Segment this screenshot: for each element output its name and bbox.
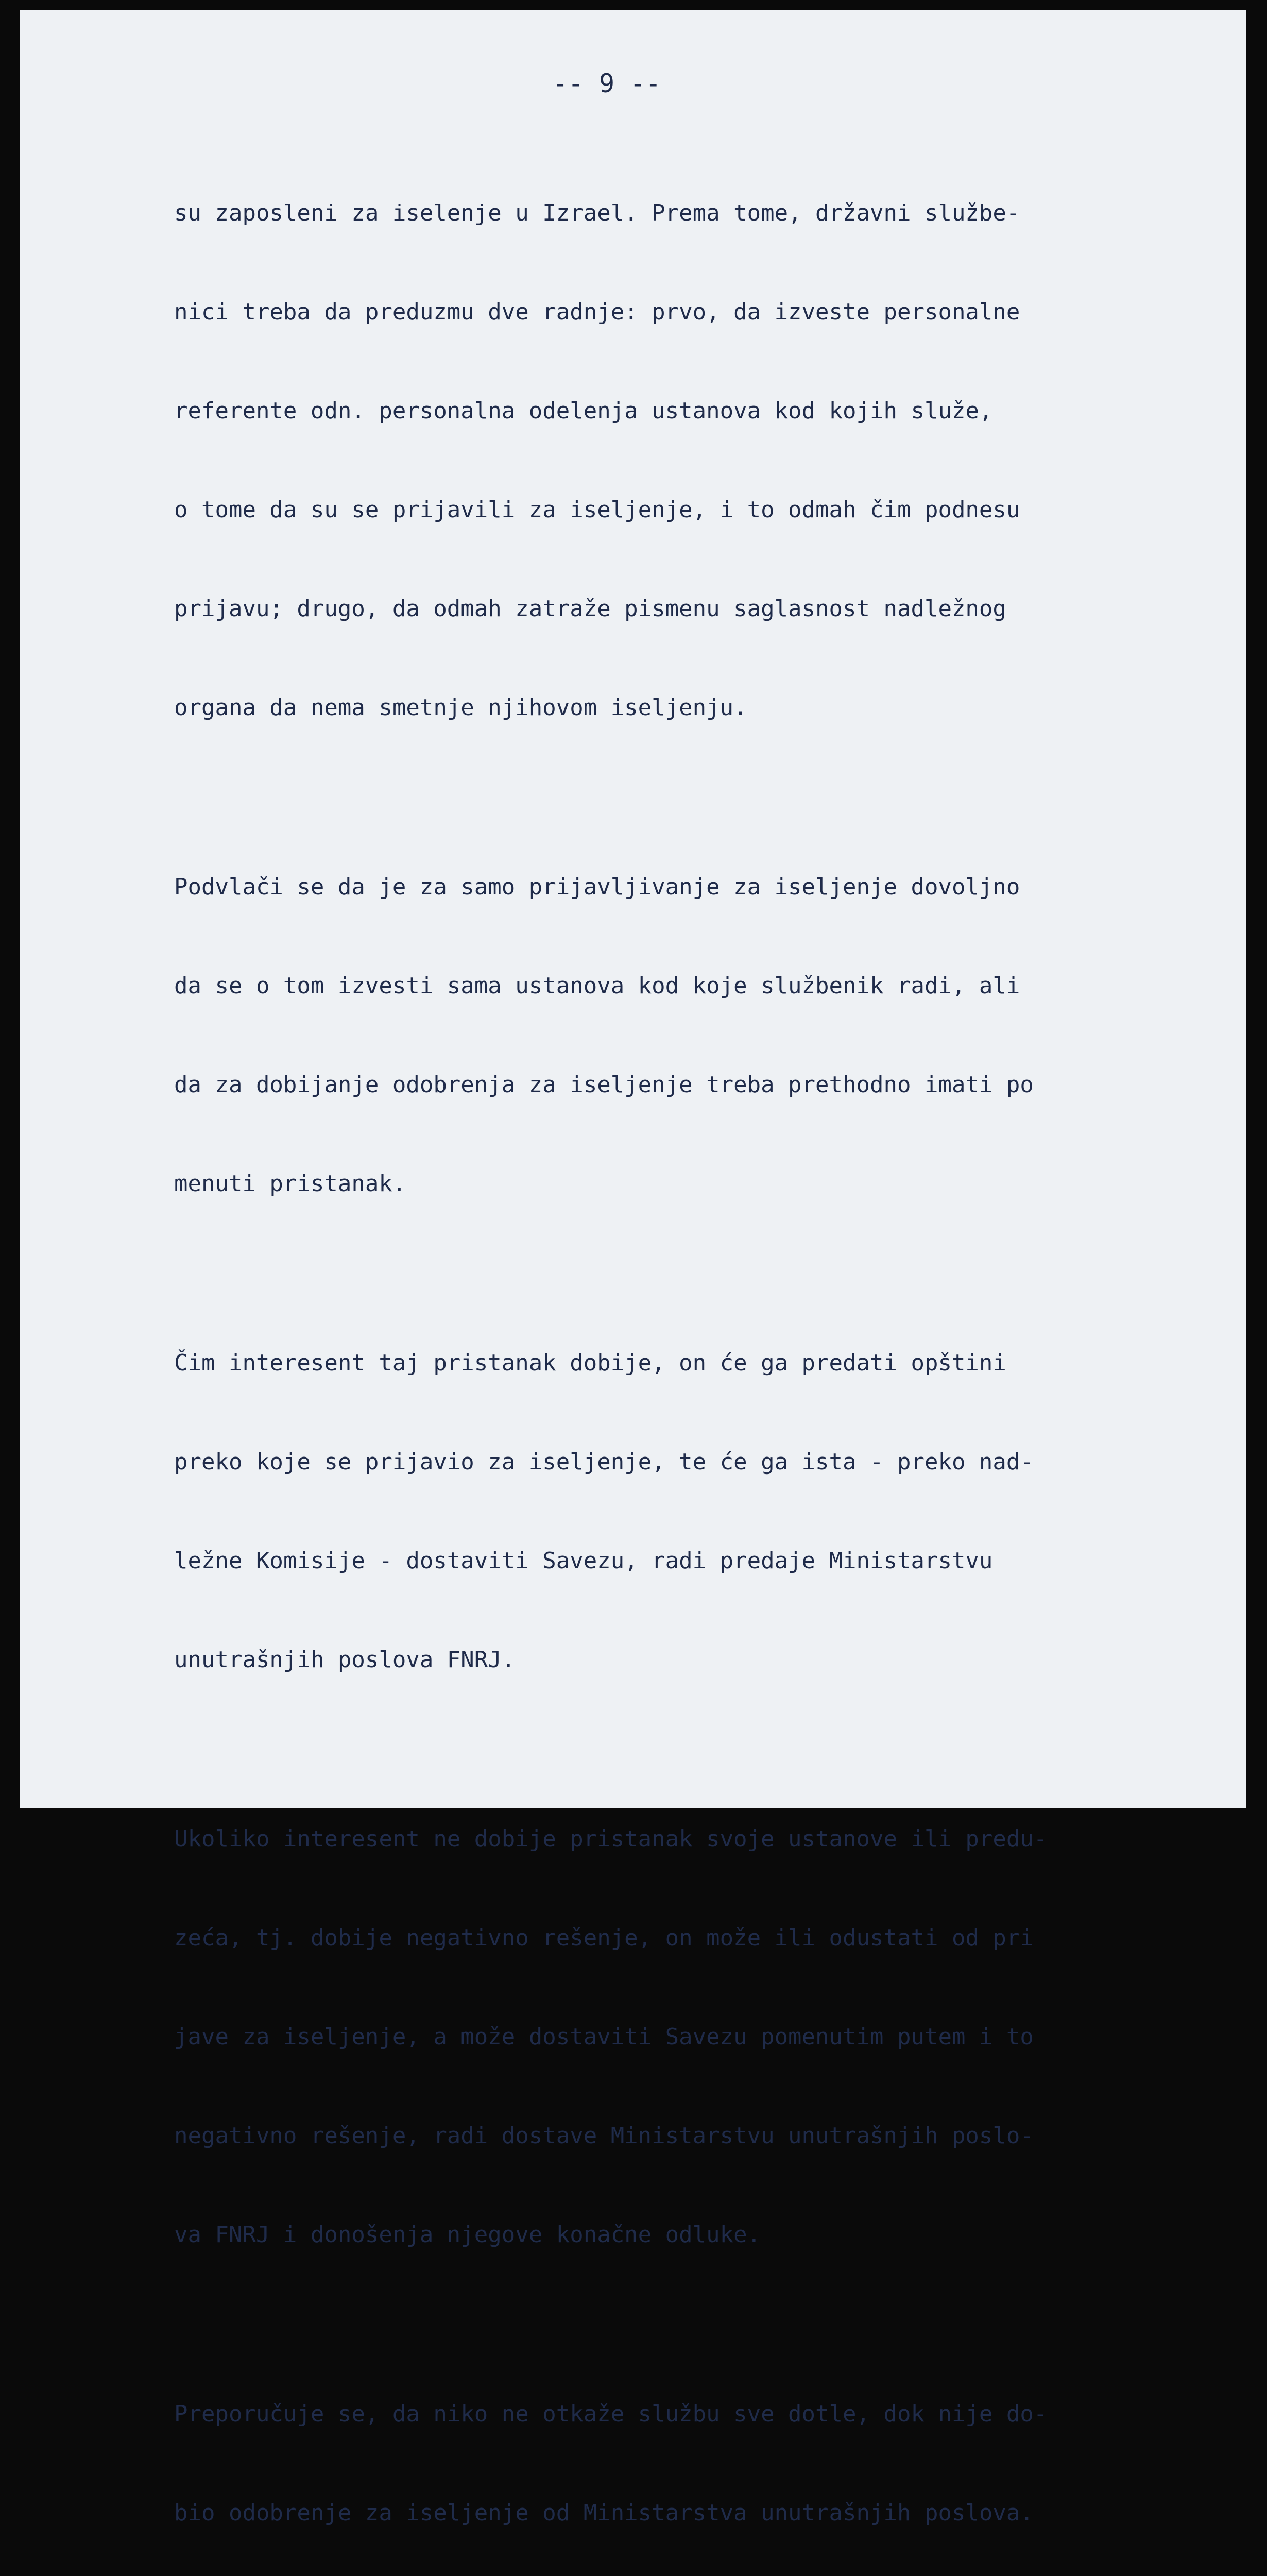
text-line: menuti pristanak. — [174, 1171, 406, 1197]
text-line: bio odobrenje za iseljenje od Ministarstva unutrašnjih poslova. — [174, 2500, 1034, 2526]
page-number: -- 9 -- — [552, 69, 661, 98]
text-line: zeća, tj. dobije negativno rešenje, on može ili odustati od pri — [174, 1925, 1034, 1951]
text-line: Preporučuje se, da niko ne otkaže službu sve dotle, dok nije do- — [174, 2401, 1048, 2427]
text-line: Čim interesent taj pristanak dobije, on će ga predati opštini — [174, 1350, 1006, 1376]
text-line: Ukoliko interesent ne dobije pristanak svoje ustanove ili predu- — [174, 1826, 1048, 1852]
paragraph-emphasis — [174, 805, 1235, 1266]
paragraph-recommendation — [174, 2332, 1235, 2576]
text-line: jave za iseljenje, a može dostaviti Savezu pomenutim putem i to — [174, 2024, 1034, 2050]
paragraph-employees — [174, 131, 1235, 790]
document-page — [20, 10, 1246, 2526]
text-line: preko koje se prijavio za iseljenje, te će ga ista - preko nad- — [174, 1449, 1034, 1475]
text-line: va FNRJ i donošenja njegove konačne odluke. — [174, 2222, 761, 2248]
paragraph-negative-decision — [174, 1757, 1235, 2317]
text-line: referente odn. personalna odelenja ustanova kod kojih služe, — [174, 398, 993, 424]
text-line: nici treba da preduzmu dve radnje: prvo, da izveste personalne — [174, 299, 1020, 325]
text-line: Podvlači se da je za samo prijavljivanje za iseljenje dovoljno — [174, 874, 1020, 900]
text-line: da za dobijanje odobrenja za iseljenje treba prethodno imati po — [174, 1072, 1034, 1098]
text-line: ležne Komisije - dostaviti Savezu, radi predaje Ministarstvu — [174, 1548, 993, 1574]
text-line: da se o tom izvesti sama ustanova kod koje službenik radi, ali — [174, 973, 1020, 999]
document-body — [174, 67, 1235, 2576]
text-line: o tome da su se prijavili za iseljenje, i to odmah čim podnesu — [174, 497, 1020, 523]
text-line: prijavu; drugo, da odmah zatraže pismenu saglasnost nadležnog — [174, 596, 1006, 622]
paragraph-consent — [174, 1281, 1235, 1742]
text-line: su zaposleni za iselenje u Izrael. Prema tome, državni službe- — [174, 200, 1020, 226]
text-line: unutrašnjih poslova FNRJ. — [174, 1647, 516, 1673]
text-line: organa da nema smetnje njihovom iseljenju. — [174, 694, 747, 721]
text-line: negativno rešenje, radi dostave Ministarstvu unutrašnjih poslo- — [174, 2123, 1034, 2149]
